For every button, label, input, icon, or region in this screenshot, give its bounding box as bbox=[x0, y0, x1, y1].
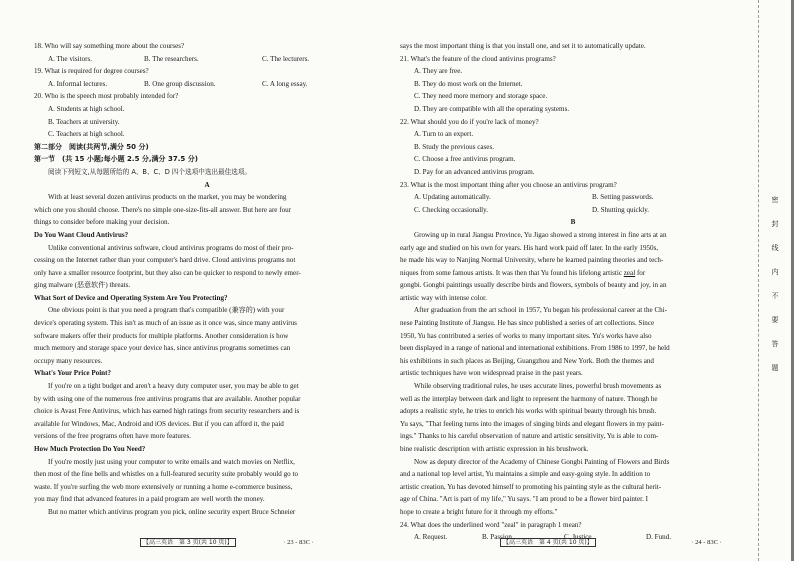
seal-char: 线 bbox=[771, 244, 779, 252]
page-label: 【高三英语 第 4 页(共 10 页)】 bbox=[500, 538, 596, 547]
option: B. Study the previous cases. bbox=[414, 142, 494, 151]
text-line: choice is Avast Free Antivirus, which has earned high ratings from security researchers and is bbox=[34, 407, 300, 416]
option: B. They do most work on the Internet. bbox=[414, 79, 523, 88]
text-line: artistic creation, Yu has devoted himself to promoting his painting style as the cultural herit- bbox=[400, 482, 662, 491]
text-line: Yu says, "That feeling turns into the images of singing birds and elegant flowers in my paint- bbox=[400, 419, 664, 428]
text-line: you may find that advanced features in a paid program are well worth the money. bbox=[34, 495, 265, 504]
subheading-device: What Sort of Device and Operating System Are You Protecting? bbox=[34, 293, 228, 302]
text-line: only have a smaller resource footprint, but they also can be quicker to respond to newly emer- bbox=[34, 268, 301, 277]
text-line: device's operating system. This isn't as much of an issue as it once was, since many antivirus bbox=[34, 319, 297, 328]
text-segment: for bbox=[635, 268, 646, 277]
page-code: · 23 - 83C · bbox=[283, 539, 314, 546]
question-24: 24. What does the underlined word "zeal" in paragraph 1 mean? bbox=[400, 520, 582, 529]
seal-char: 答 bbox=[771, 340, 779, 348]
passage-a-label: A bbox=[204, 180, 210, 189]
option: B. One group discussion. bbox=[144, 79, 216, 88]
text-line: versions of the free programs often have more features. bbox=[34, 432, 191, 441]
option: C. The lecturers. bbox=[262, 54, 310, 63]
question-23: 23. What is the most important thing after you choose an antivirus program? bbox=[400, 180, 617, 189]
text-line: bine realistic description with artistic expression in his brushwork. bbox=[400, 445, 589, 453]
seal-char: 内 bbox=[771, 268, 779, 276]
option: A. Turn to an expert. bbox=[414, 130, 474, 139]
reading-instruction: 阅读下列短文,从每题所给的 A、B、C、D 四个选项中选出最佳选项。 bbox=[48, 167, 252, 176]
seal-line-notice bbox=[768, 188, 782, 380]
text-line: artistic techniques have won widespread praise in the past years. bbox=[400, 369, 583, 378]
text-line: With at least several dozen antivirus products on the market, you may be wondering bbox=[48, 193, 287, 202]
right-footer bbox=[500, 537, 722, 546]
section-one-title: 第一节 (共 15 小题;每小题 2.5 分,满分 37.5 分) bbox=[34, 155, 198, 164]
text-line: software makers offer their products for multiple platforms. Another consideration is how bbox=[34, 331, 289, 340]
text-line: early age and studied on his own for years. His hard work paid off later. In the early 1950s, bbox=[400, 243, 659, 252]
option: A. Students at high school. bbox=[48, 104, 125, 113]
left-column bbox=[34, 40, 380, 519]
option: D. Shutting quickly. bbox=[592, 205, 650, 214]
paragraph-b3 bbox=[400, 380, 746, 456]
text-line: occupy many resources. bbox=[34, 356, 103, 365]
text-line: One obvious point is that you need a program that's compatible (兼容的) with your bbox=[48, 306, 285, 315]
paragraph-price bbox=[34, 380, 380, 443]
question-23-options-row2 bbox=[400, 204, 746, 217]
part-two-title: 第二部分 阅读(共两节,满分 50 分) bbox=[34, 142, 149, 151]
text-line: then most of the fine bells and whistles on a full-featured security suite probably would go to bbox=[34, 470, 298, 479]
right-column bbox=[400, 40, 746, 544]
text-line: age of China. "Art is part of my life," Yu says. "I am proud to be a flower bird painter. I bbox=[400, 495, 648, 504]
text-line: artistic way with intense color. bbox=[400, 293, 487, 302]
paragraph-b4 bbox=[400, 456, 746, 519]
option: A. They are free. bbox=[414, 67, 463, 76]
seal-char: 封 bbox=[771, 220, 779, 228]
text-line: But no matter which antivirus program you pick, online security expert Bruce Schneier bbox=[48, 507, 296, 516]
text-line: hope to create a bright future for it through my efforts." bbox=[400, 507, 558, 516]
paragraph-b1 bbox=[400, 229, 746, 305]
text-line: by with using one of the numerous free antivirus programs that are available. Another popular bbox=[34, 394, 301, 403]
text-line: cessing on the Internet rather than your computer's hard drive. Cloud antivirus programs not bbox=[34, 256, 296, 265]
subheading-cloud-antivirus: Do You Want Cloud Antivirus? bbox=[34, 230, 129, 239]
intro-paragraph bbox=[34, 191, 380, 229]
text-line: If you're on a tight budget and aren't a heavy duty computer user, you may be able to get bbox=[48, 382, 299, 391]
option: B. Passion. bbox=[482, 533, 514, 542]
underlined-word-zeal: zeal bbox=[623, 268, 636, 277]
paragraph-b2 bbox=[400, 304, 746, 380]
option: D. Fund. bbox=[646, 533, 672, 542]
option: B. The researchers. bbox=[144, 54, 199, 63]
option: C. Choose a free antivirus program. bbox=[414, 155, 516, 164]
question-18-options bbox=[34, 53, 380, 66]
seal-char: 不 bbox=[771, 292, 779, 300]
text-line: he made his way to Nanjing Normal University, where he learned painting theories and tech- bbox=[400, 256, 664, 265]
text-line: Growing up in rural Jiangsu Province, Yu Jigao showed a strong interest in fine arts at an bbox=[414, 230, 667, 239]
seal-char: 要 bbox=[771, 316, 779, 324]
passage-b-label: B bbox=[570, 218, 576, 227]
text-line: adopts a realistic style, he tries to enrich his works with spiritual beauty through his brush. bbox=[400, 407, 657, 416]
text-line: waste. If you're surfing the web more extensively or running a home e-commerce business, bbox=[34, 482, 293, 491]
text-line: gongbi. Gongbi paintings usually describe birds and flowers, symbols of beauty and joy, in an bbox=[400, 281, 667, 290]
text-line: much memory and storage space your device has, since antivirus programs sometimes can bbox=[34, 344, 291, 353]
text-line: nese Painting Institute of Jiangsu. He has since published a series of art collections. Since bbox=[400, 319, 655, 328]
option: D. They are compatible with all the operating systems. bbox=[414, 104, 570, 113]
text-line: After graduation from the art school in 1957, Yu began his professional career at the Chi- bbox=[414, 306, 668, 315]
option: C. A long essay. bbox=[262, 79, 308, 88]
option: C. Teachers at high school. bbox=[48, 130, 125, 139]
page-label: 【高三英语 第 3 页(共 10 页)】 bbox=[140, 538, 236, 547]
question-19-options bbox=[34, 78, 380, 91]
text-line bbox=[400, 267, 746, 280]
question-23-options-row1 bbox=[400, 191, 746, 204]
option: C. Checking occasionally. bbox=[414, 205, 489, 214]
seal-char: 密 bbox=[771, 196, 779, 204]
text-line: available for Windows, Mac, Android and iOS devices. But if you can afford it, the paid bbox=[34, 419, 284, 428]
paragraph-protection bbox=[34, 456, 380, 519]
text-line: While observing traditional rules, he uses accurate lines, powerful brush movements as bbox=[414, 382, 662, 391]
question-22: 22. What should you do if you're lack of money? bbox=[400, 117, 539, 126]
option: A. The visitors. bbox=[48, 54, 93, 63]
text-line: which one you should choose. There's no simple one-size-fits-all answer. But here are four bbox=[34, 205, 292, 214]
option: D. Pay for an advanced antivirus program. bbox=[414, 167, 535, 176]
text-line: his exhibitions in such places as Beijing, Guangzhou and New York. Both the themes and bbox=[400, 356, 654, 365]
option: C. Justice. bbox=[564, 533, 594, 542]
text-line: been displayed in a range of national and international exhibitions. From 1986 to 1997, he held bbox=[400, 344, 670, 353]
text-segment: niques from some famous artists. It was then that Yu found his lifelong artistic bbox=[400, 268, 624, 277]
text-line: Unlike conventional antivirus software, cloud antivirus programs do most of their pro- bbox=[48, 243, 294, 252]
option: A. Updating automatically. bbox=[414, 193, 491, 202]
option: B. Teachers at university. bbox=[48, 117, 120, 126]
text-line: Now as deputy director of the Academy of Chinese Gongbi Painting of Flowers and Birds bbox=[414, 457, 670, 466]
text-line: and a national top level artist, Yu maintains a simple and easy-going style. In addition to bbox=[400, 470, 651, 479]
subheading-price: What's Your Price Point? bbox=[34, 369, 112, 378]
paragraph-device bbox=[34, 304, 380, 367]
page-code: · 24 - 83C · bbox=[691, 539, 722, 546]
question-21: 21. What's the feature of the cloud antivirus programs? bbox=[400, 54, 556, 63]
question-18: 18. Who will say something more about the courses? bbox=[34, 42, 185, 50]
text-line: ging malware (恶意软件) threats. bbox=[34, 281, 131, 290]
option: B. Setting passwords. bbox=[592, 193, 654, 202]
question-19: 19. What is required for degree courses? bbox=[34, 67, 149, 76]
text-line: ings." Thanks to his careful observation of nature and artistic sensitivity, Yu is able to com- bbox=[400, 432, 659, 441]
option: A. Request. bbox=[414, 533, 448, 542]
text-line: 1950, Yu has contributed a series of works to many important sites. Yu's works have also bbox=[400, 331, 652, 340]
option: C. They need more memory and storage space. bbox=[414, 92, 548, 101]
subheading-protection: How Much Protection Do You Need? bbox=[34, 445, 146, 453]
continued-text: says the most important thing is that you install one, and set it to automatically update. bbox=[400, 42, 646, 50]
question-20: 20. Who is the speech most probably intended for? bbox=[34, 92, 179, 101]
seal-char: 题 bbox=[771, 364, 779, 372]
text-line: well as the interplay between dark and light to represent the harmony of nature. Though he bbox=[400, 394, 658, 403]
paragraph-cloud bbox=[34, 242, 380, 292]
text-line: If you're mostly just using your computer to write emails and watch movies on Netflix, bbox=[48, 457, 295, 466]
option: A. Informal lectures. bbox=[48, 79, 108, 88]
left-footer bbox=[140, 537, 314, 546]
text-line: things to consider before making your decision. bbox=[34, 218, 170, 227]
